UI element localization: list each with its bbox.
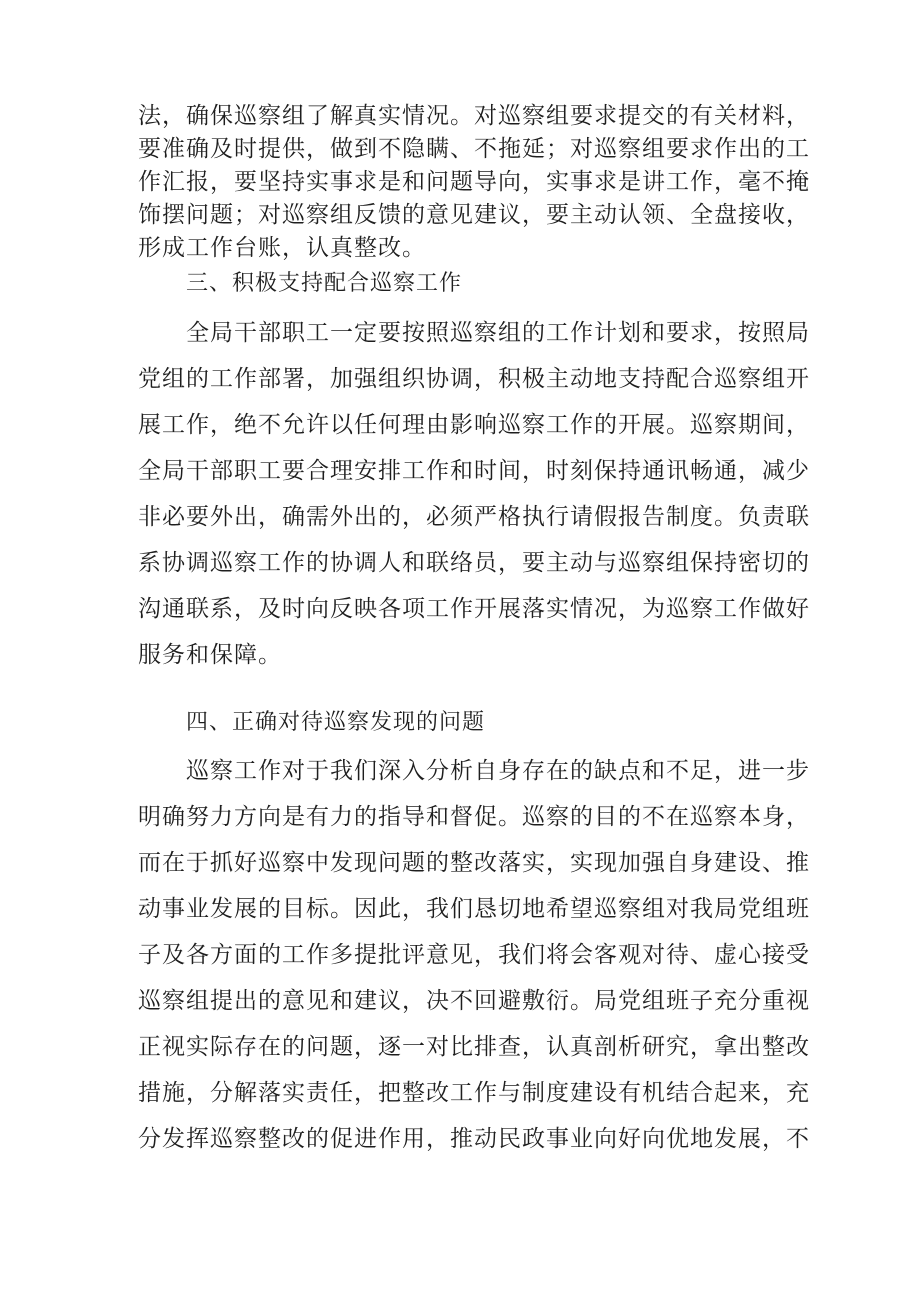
text-line: 子及各方面的工作多提批评意见，我们将会客观对待、虚心接受: [138, 942, 810, 968]
text-line: 饰摆问题；对巡察组反馈的意见建议，要主动认领、全盘接收，: [138, 202, 810, 228]
section-4-paragraph: [138, 748, 810, 1162]
section-3-paragraph: [138, 310, 810, 678]
text-line: 措施，分解落实责任，把整改工作与制度建设有机结合起来，充: [138, 1080, 810, 1106]
text-line: 非必要外出，确需外出的，必须严格执行请假报告制度。负责联: [138, 504, 810, 530]
section-heading-3: 三、积极支持配合巡察工作: [186, 271, 463, 296]
text-line: 明确努力方向是有力的指导和督促。巡察的目的不在巡察本身，: [138, 804, 810, 830]
text-line: 系协调巡察工作的协调人和联络员，要主动与巡察组保持密切的: [138, 550, 810, 576]
text-line: 全局干部职工要合理安排工作和时间，时刻保持通讯畅通，减少: [138, 458, 810, 484]
text-line: 党组的工作部署，加强组织协调，积极主动地支持配合巡察组开: [138, 366, 810, 392]
text-line: 服务和保障。: [138, 642, 282, 668]
text-line: 分发挥巡察整改的促进作用，推动民政事业向好向优地发展，不: [138, 1126, 810, 1152]
text-line: 动事业发展的目标。因此，我们恳切地希望巡察组对我局党组班: [138, 896, 810, 922]
text-line: 而在于抓好巡察中发现问题的整改落实，实现加强自身建设、推: [138, 850, 810, 876]
text-line: 作汇报，要坚持实事求是和问题导向，实事求是讲工作，毫不掩: [138, 169, 810, 195]
text-line: 巡察组提出的意见和建议，决不回避敷衍。局党组班子充分重视: [138, 988, 810, 1014]
text-line: 全局干部职工一定要按照巡察组的工作计划和要求，按照局: [186, 320, 810, 346]
text-line: 正视实际存在的问题，逐一对比排查，认真剖析研究，拿出整改: [138, 1034, 810, 1060]
text-line: 展工作，绝不允许以任何理由影响巡察工作的开展。巡察期间，: [138, 412, 810, 438]
text-line: 沟通联系，及时向反映各项工作开展落实情况，为巡察工作做好: [138, 596, 810, 622]
text-line: 形成工作台账，认真整改。: [138, 235, 426, 261]
paragraph-continuation: [138, 100, 810, 265]
text-line: 要准确及时提供，做到不隐瞒、不拖延；对巡察组要求作出的工: [138, 136, 810, 162]
section-heading-4: 四、正确对待巡察发现的问题: [186, 710, 486, 735]
text-line: 法，确保巡察组了解真实情况。对巡察组要求提交的有关材料，: [138, 103, 810, 129]
text-line: 巡察工作对于我们深入分析自身存在的缺点和不足，进一步: [186, 758, 810, 784]
